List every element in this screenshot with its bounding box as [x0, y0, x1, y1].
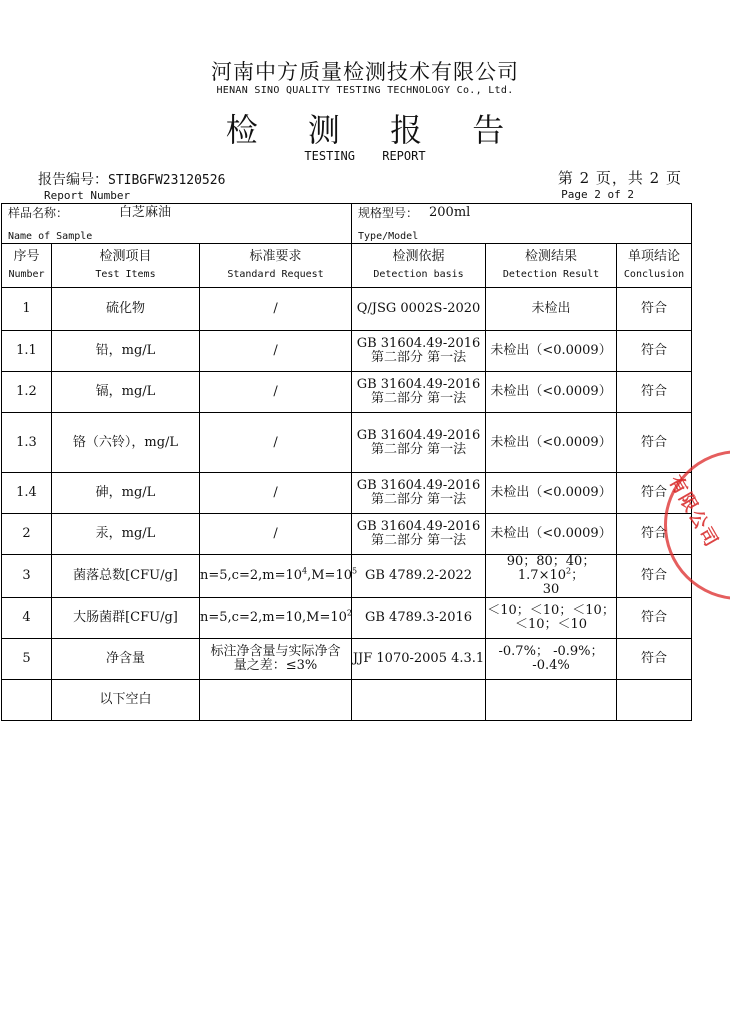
row-number: 1.1: [2, 331, 52, 372]
row-result: -0.7%； -0.9%； -0.4%: [486, 639, 617, 680]
row-number: 2: [2, 514, 52, 555]
row-result: 未检出: [486, 288, 617, 331]
row-standard: $n=5,c=2,m=10,M=10^2$: [200, 598, 352, 639]
row-conclusion: [617, 680, 692, 721]
sample-model-value: 200ml: [429, 205, 471, 220]
row-result: 未检出（<0.0009）: [486, 372, 617, 413]
row-standard: /: [200, 473, 352, 514]
row-number: 1.3: [2, 413, 52, 473]
row-basis: GB 31604.49-2016 第二部分 第一法: [352, 331, 486, 372]
report-number-label: 报告编号：: [38, 172, 108, 188]
row-result: 未检出（<0.0009）: [486, 473, 617, 514]
table-row: [2, 514, 692, 555]
row-number: 1: [2, 288, 52, 331]
row-conclusion: 符合: [617, 288, 692, 331]
row-result: 未检出（<0.0009）: [486, 331, 617, 372]
row-item: 大肠菌群[CFU/g]: [52, 598, 200, 639]
table-row: [2, 555, 692, 598]
table-row: [2, 288, 692, 331]
row-standard: /: [200, 413, 352, 473]
sample-name-label: 样品名称：: [8, 206, 69, 220]
row-result: 未检出（<0.0009）: [486, 514, 617, 555]
row-standard: /: [200, 514, 352, 555]
header-conclusion: 单项结论 Conclusion: [617, 244, 692, 288]
table-header-row: [2, 244, 692, 288]
header-number: 序号 Number: [2, 244, 52, 288]
table-row: [2, 413, 692, 473]
page-indicator-cn: 第 2 页，共 2 页: [557, 169, 682, 187]
header-result: 检测结果 Detection Result: [486, 244, 617, 288]
row-basis: JJF 1070-2005 4.3.1: [352, 639, 486, 680]
report-number-value: STIBGFW23120526: [108, 173, 226, 188]
table-row: [2, 473, 692, 514]
row-number: 3: [2, 555, 52, 598]
row-basis: GB 31604.49-2016 第二部分 第一法: [352, 514, 486, 555]
row-basis: GB 31604.49-2016 第二部分 第一法: [352, 413, 486, 473]
row-standard: 标注净含量与实际净含 量之差：≤3%: [200, 639, 352, 680]
row-number: 5: [2, 639, 52, 680]
row-conclusion: 符合: [617, 473, 692, 514]
row-item: 铅，mg/L: [52, 331, 200, 372]
row-result: [486, 680, 617, 721]
header-basis: 检测依据 Detection basis: [352, 244, 486, 288]
row-number: 1.4: [2, 473, 52, 514]
row-basis: GB 4789.2-2022: [352, 555, 486, 598]
sample-name-en: Name of Sample: [8, 231, 93, 242]
report-number: [38, 169, 225, 189]
row-item: 镉，mg/L: [52, 372, 200, 413]
row-item: 铬（六铃），mg/L: [52, 413, 200, 473]
table-row: [2, 639, 692, 680]
row-item: 菌落总数[CFU/g]: [52, 555, 200, 598]
row-conclusion: 符合: [617, 639, 692, 680]
sample-info-row: [2, 204, 692, 244]
row-standard: [200, 680, 352, 721]
row-basis: GB 31604.49-2016 第二部分 第一法: [352, 372, 486, 413]
row-standard: /: [200, 331, 352, 372]
row-item: 硫化物: [52, 288, 200, 331]
header-test-items: 检测项目 Test Items: [52, 244, 200, 288]
row-basis: GB 31604.49-2016 第二部分 第一法: [352, 473, 486, 514]
table-row: [2, 598, 692, 639]
row-standard: /: [200, 288, 352, 331]
table-row: [2, 680, 692, 721]
company-name-cn: 河南中方质量检测技术有限公司: [211, 60, 519, 84]
row-number: [2, 680, 52, 721]
company-name-en: HENAN SINO QUALITY TESTING TECHNOLOGY Co., Ltd.: [216, 85, 514, 96]
sample-name-value: 白芝麻油: [119, 205, 172, 220]
row-item: 净含量: [52, 639, 200, 680]
row-basis: [352, 680, 486, 721]
row-result: 未检出（<0.0009）: [486, 413, 617, 473]
row-number: 4: [2, 598, 52, 639]
row-conclusion: 符合: [617, 372, 692, 413]
row-conclusion: 符合: [617, 514, 692, 555]
row-basis: Q/JSG 0002S-2020: [352, 288, 486, 331]
row-item: 砷，mg/L: [52, 473, 200, 514]
row-item: 汞，mg/L: [52, 514, 200, 555]
results-table: [1, 203, 692, 721]
sample-name-cell: [2, 204, 352, 244]
row-result: 90；80；40；$1.7\times 10^2$； 30: [486, 555, 617, 598]
sample-model-en: Type/Model: [358, 231, 419, 242]
page-indicator-en: Page 2 of 2: [561, 188, 634, 201]
row-result: ＜10；＜10；＜10； ＜10；＜10: [486, 598, 617, 639]
row-standard: $n=5,c=2,m=10^4,M=10^5$: [200, 555, 352, 598]
row-number: 1.2: [2, 372, 52, 413]
row-conclusion: 符合: [617, 413, 692, 473]
report-title-cn: 检 测 报 告: [225, 111, 525, 149]
seal-text: 有限公司: [664, 472, 723, 552]
report-number-en: Report Number: [44, 189, 131, 202]
row-basis: GB 4789.3-2016: [352, 598, 486, 639]
row-standard: /: [200, 372, 352, 413]
row-item: 以下空白: [52, 680, 200, 721]
row-conclusion: 符合: [617, 331, 692, 372]
sample-model-cell: [352, 204, 692, 244]
header-standard: 标准要求 Standard Request: [200, 244, 352, 288]
table-row: [2, 372, 692, 413]
row-conclusion: 符合: [617, 598, 692, 639]
row-conclusion: 符合: [617, 555, 692, 598]
report-title-en: TESTING REPORT: [304, 149, 426, 163]
table-row: [2, 331, 692, 372]
sample-model-label: 规格型号：: [358, 206, 419, 220]
